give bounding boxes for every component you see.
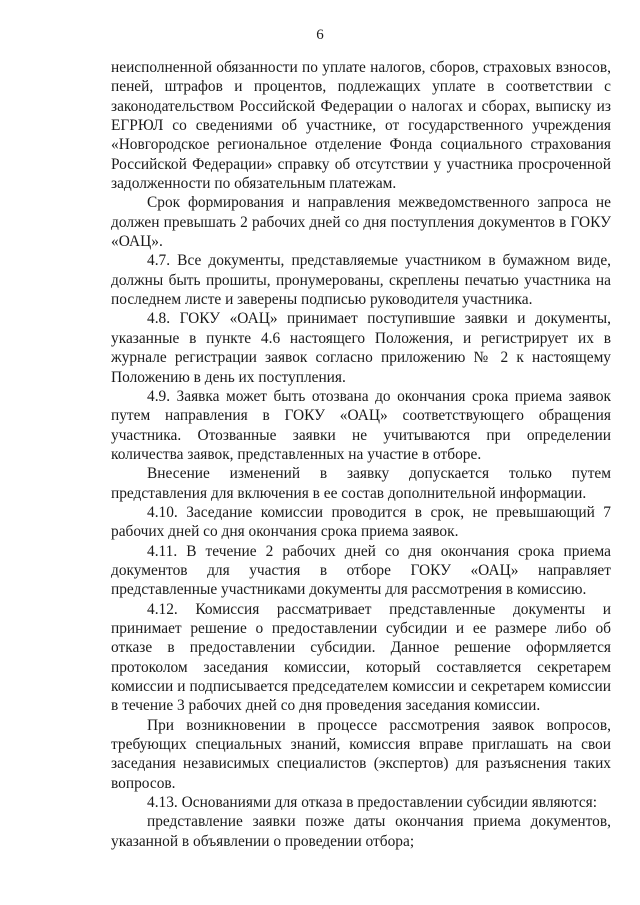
paragraph-experts: При возникновении в процессе рассмотрения заявок вопросов, требующих специальных знаний, комиссия вправе приглашать на свои заседания независимых специалистов (экспертов) для разъяснения таких вопросов. <box>111 716 611 792</box>
paragraph-4-11: 4.11. В течение 2 рабочих дней со дня окончания срока приема документов для участия в отборе ГОКУ «ОАЦ» направляет представленные участниками документы для рассмотрения в комиссию. <box>111 542 611 599</box>
paragraph-amendments: Внесение изменений в заявку допускается только путем представления для включения в ее состав дополнительной информации. <box>111 465 611 502</box>
paragraph-4-10: 4.10. Заседание комиссии проводится в срок, не превышающий 7 рабочих дней со дня окончания срока приема заявок. <box>111 503 611 541</box>
paragraph-continuation: неисполненной обязанности по уплате налогов, сборов, страховых взносов, пеней, штрафов и процентов, подлежащих уплате в соответствии с законодательством Российской Федерации о налогах и сборах, выписку из ЕГРЮЛ со сведениями об участнике, от государственного учреждения «Новгородское региональное отделение Фонда социального страхования Российской Федерации» справку об отсутствии у участника просроченной задолженности по обязательным платежам. <box>111 59 611 193</box>
document-body <box>111 58 611 851</box>
paragraph-4-7: 4.7. Все документы, представляемые участником в бумажном виде, должны быть прошиты, пронумерованы, скреплены печатью участника на последнем листе и заверены подписью руководителя участника. <box>111 252 611 309</box>
paragraph-4-9: 4.9. Заявка может быть отозвана до окончания срока приема заявок путем направления в ГОКУ «ОАЦ» соответствующего обращения участника. Отозванные заявки не учитываются при определении количества заявок, представленных на участие в отборе. <box>111 387 611 463</box>
page-number: 6 <box>316 27 324 43</box>
paragraph-request-deadline: Срок формирования и направления межведомственного запроса не должен превышать 2 рабочих дней со дня поступления документов в ГОКУ «ОАЦ». <box>111 194 611 251</box>
paragraph-late-submission: представление заявки позже даты окончания приема документов, указанной в объявлении о проведении отбора; <box>111 813 611 850</box>
paragraph-4-8: 4.8. ГОКУ «ОАЦ» принимает поступившие заявки и документы, указанные в пункте 4.6 настоящего Положения, и регистрирует их в журнале регистрации заявок согласно приложению № 2 к настоящему Положению в день их поступления. <box>111 310 611 386</box>
paragraph-4-12: 4.12. Комиссия рассматривает представленные документы и принимает решение о предоставлении субсидии и ее размере либо об отказе в предоставлении субсидии. Данное решение оформляется протоколом заседания комиссии, который составляется секретарем комиссии и подписывается председателем комиссии и секретарем комиссии в течение 3 рабочих дней со дня проведения заседания комиссии. <box>111 600 611 715</box>
paragraph-4-13: 4.13. Основаниями для отказа в предоставлении субсидии являются: <box>147 794 598 812</box>
